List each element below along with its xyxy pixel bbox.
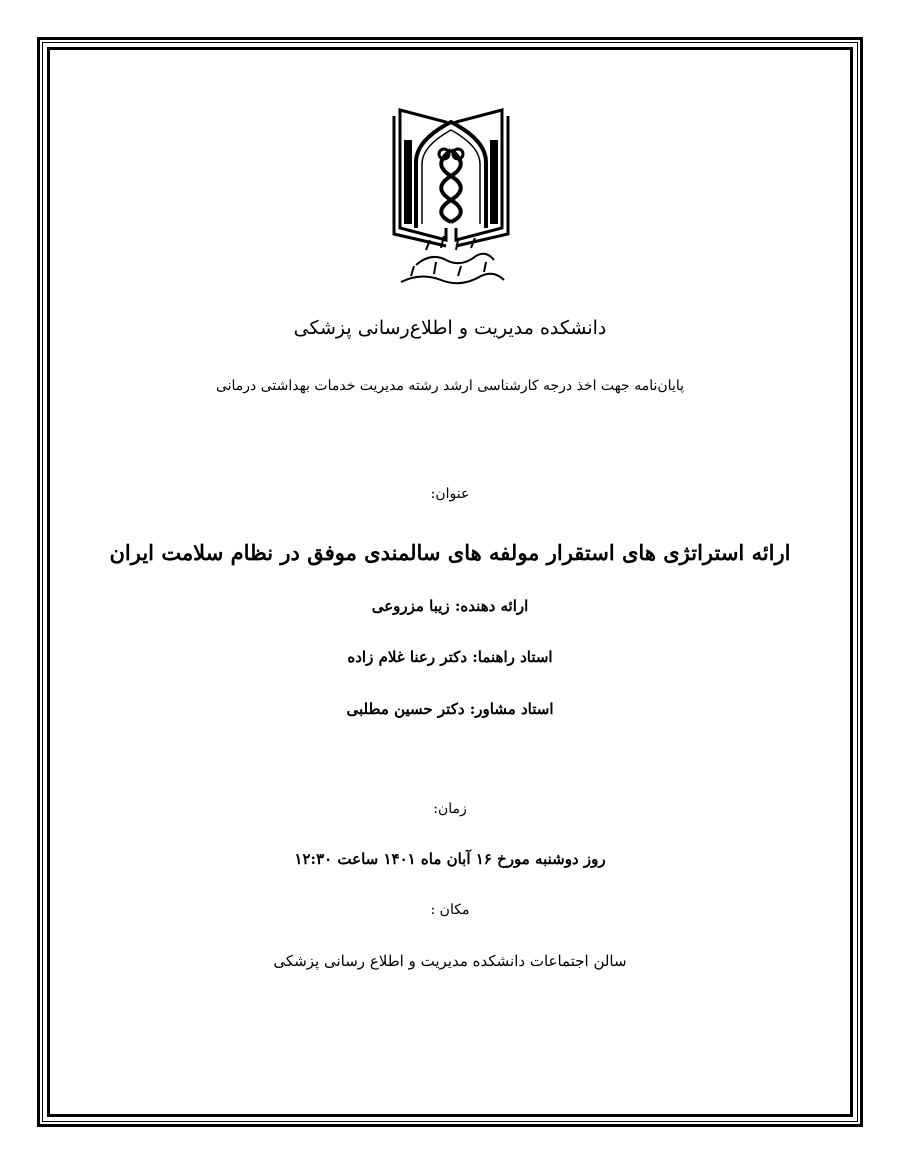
- university-logo: [386, 100, 516, 296]
- place-label: مکان :: [430, 902, 470, 918]
- degree-statement: پایان‌نامه جهت اخذ درجه کارشناسی ارشد رشته مدیریت خدمات بهداشتی درمانی: [215, 378, 685, 394]
- advisor: استاد مشاور: دکتر حسین مطلبی: [346, 700, 554, 718]
- defense-time: روز دوشنبه مورخ ۱۶ آبان ماه ۱۴۰۱ ساعت ۱۲:۳۰: [294, 850, 606, 868]
- defense-place: سالن اجتماعات دانشکده مدیریت و اطلاع رسانی پزشکی: [273, 952, 627, 970]
- thesis-title: ارائه استراتژی های استقرار مولفه های سالمندی موفق در نظام سلامت ایران: [109, 540, 791, 565]
- supervisor: استاد راهنما: دکتر رعنا غلام زاده: [347, 648, 553, 666]
- presenter: ارائه دهنده: زیبا مزروعی: [371, 597, 529, 615]
- faculty-name: دانشکده مدیریت و اطلاع‌رسانی پزشکی: [293, 317, 607, 339]
- title-label: عنوان:: [430, 486, 470, 502]
- time-label: زمان:: [433, 801, 467, 817]
